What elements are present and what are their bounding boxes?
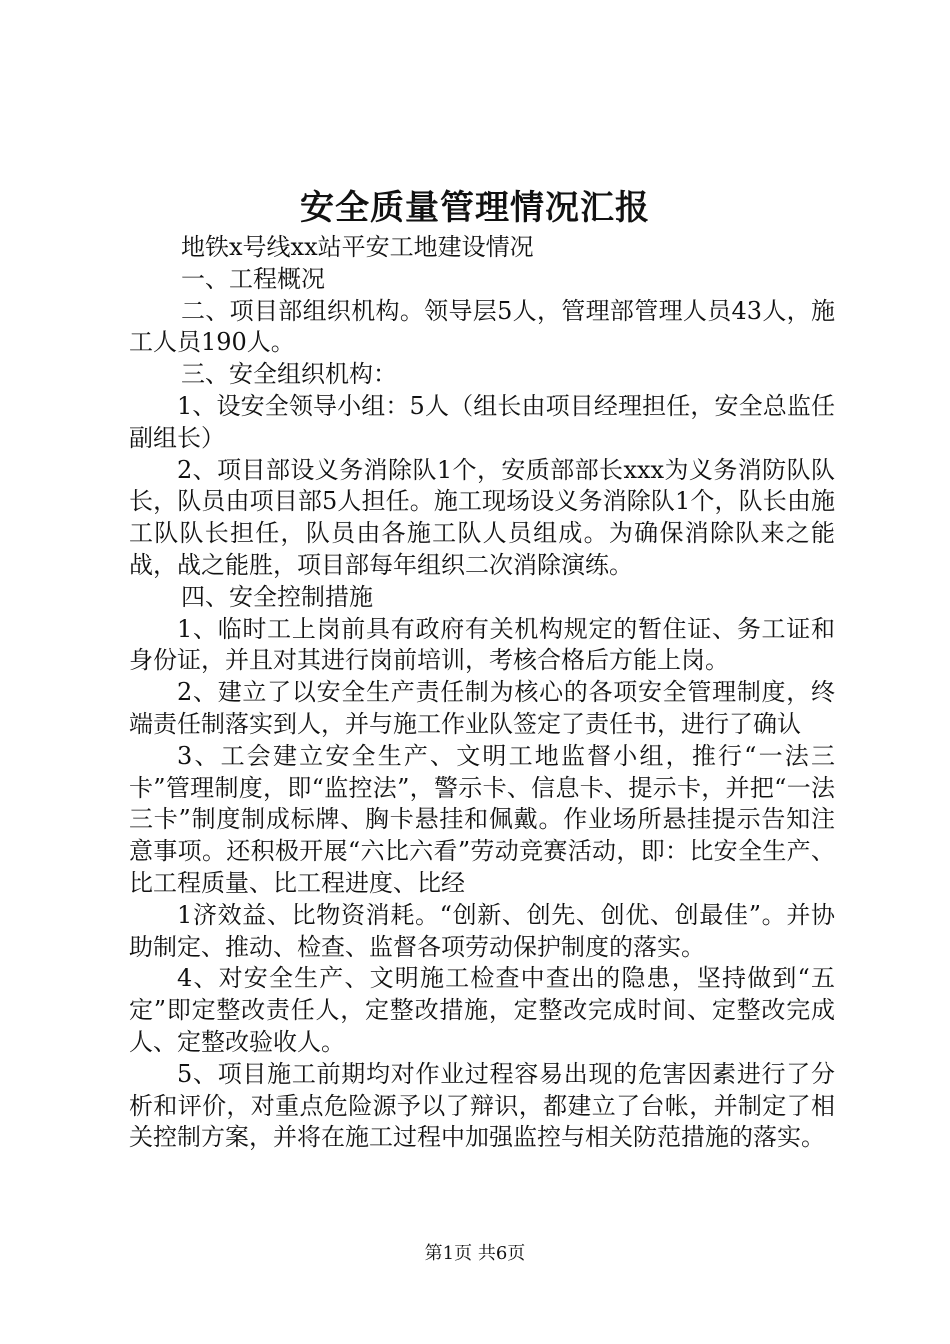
paragraph-subtitle: 地铁x号线xx站平安工地建设情况 [181,233,534,261]
paragraph-3-item-1: 1、设安全领导小组：5人（组长由项目经理担任，安全总监任副组长） [129,391,835,452]
paragraph-3-item-2: 2、项目部设义务消除队1个，安质部部长xxx为义务消防队队长，队员由项目部5人担任。施工现场设义务消除队1个，队长由施工队队长担任，队员由各施工队人员组成。为确保消除队来之能战，战之能胜，项目部每年组织二次消除演练。 [129,455,835,579]
page-footer: 第1页 共6页 [424,1243,526,1264]
paragraph-section-1: 一、工程概况 [181,264,325,293]
paragraph-4-item-3: 3、工会建立安全生产、文明工地监督小组，推行“一法三卡”管理制度，即“监控法”，警示卡、信息卡、提示卡，并把“一法三卡”制度制成标牌、胸卡悬挂和佩戴。作业场所悬挂提示告知注意事项。还积极开展“六比六看”劳动竞赛活动，即：比安全生产、比工程质量、比工程进度、比经 [129,741,835,897]
paragraph-section-4: 四、安全控制措施 [181,582,373,611]
paragraph-4-item-3-cont: 1济效益、比物资消耗。“创新、创先、创优、创最佳”。并协助制定、推动、检查、监督各项劳动保护制度的落实。 [129,900,835,961]
paragraph-section-3: 三、安全组织机构： [181,360,397,389]
document-title: 安全质量管理情况汇报 [300,188,650,228]
paragraph-4-item-2: 2、建立了以安全生产责任制为核心的各项安全管理制度，终端责任制落实到人，并与施工作业队签定了责任书，进行了确认 [129,678,835,738]
document-body [129,232,835,1154]
paragraph-4-item-5: 5、项目施工前期均对作业过程容易出现的危害因素进行了分析和评价，对重点危险源予以了辩识，都建立了台帐，并制定了相关控制方案，并将在施工过程中加强监控与相关防范措施的落实。 [129,1059,835,1152]
paragraph-section-2: 二、项目部组织机构。领导层5人，管理部管理人员43人，施工人员190人。 [129,296,835,357]
paragraph-4-item-1: 1、临时工上岗前具有政府有关机构规定的暂住证、务工证和身份证，并且对其进行岗前培训，考核合格后方能上岗。 [129,614,835,675]
paragraph-4-item-4: 4、对安全生产、文明施工检查中查出的隐患，坚持做到“五定”即定整改责任人，定整改措施，定整改完成时间、定整改完成人、定整改验收人。 [129,964,835,1056]
